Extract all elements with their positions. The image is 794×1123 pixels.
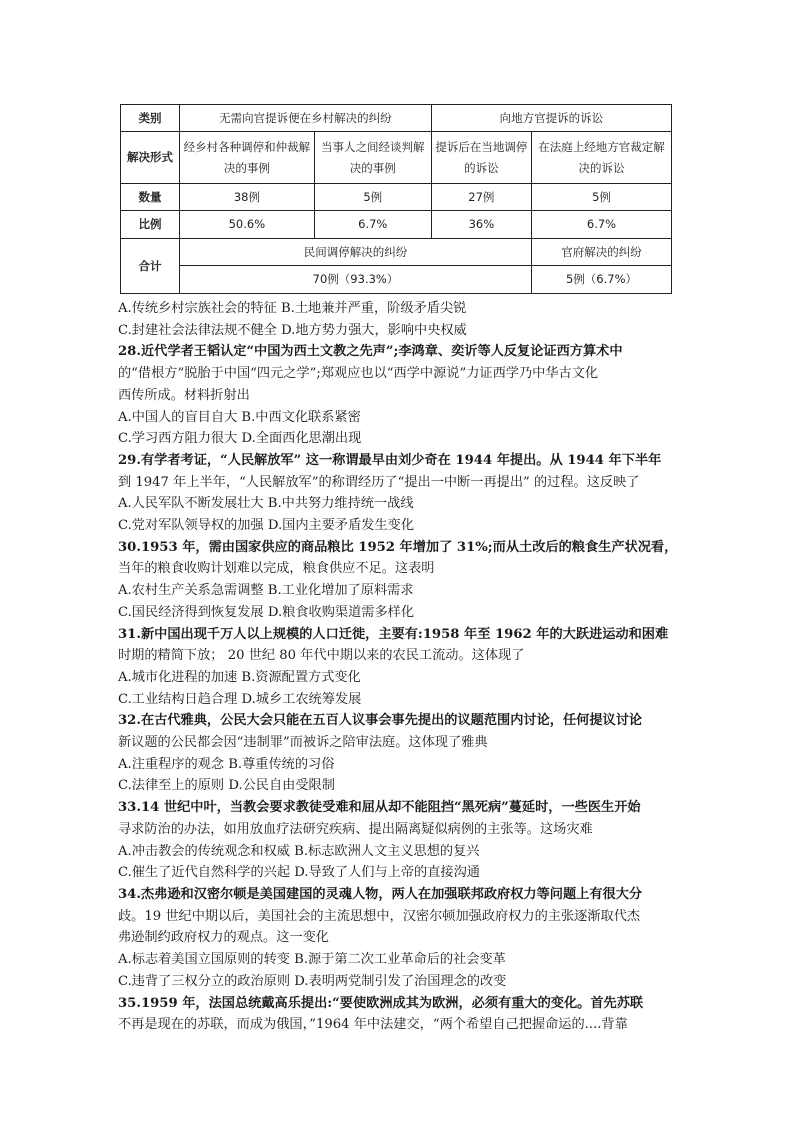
text-line: 新议题的公民都会因“违制罪”而被诉之陪审法庭。这体现了雅典 [118, 735, 488, 751]
count-cell: 38例 [180, 183, 315, 210]
text-line: C.催生了近代自然科学的兴起 D.导致了人们与上帝的直接沟通 [118, 865, 480, 881]
ratio-cell: 50.6% [180, 211, 315, 238]
text-line: 34.杰弗逊和汉密尔顿是美国建国的灵魂人物，两人在加强联邦政府权力等问题上有很大分 [118, 886, 643, 902]
table-row [121, 105, 672, 132]
row-label-category: 类别 [121, 105, 180, 132]
text-line: C.违背了三权分立的政治原则 D.表明两党制引发了治国理念的改变 [118, 973, 507, 989]
count-cell: 27例 [431, 183, 531, 210]
text-line: 歧。19 世纪中期以后，美国社会的主流思想中，汉密尔顿加强政府权力的主张逐渐取代杰 [118, 908, 641, 924]
text-line: A.传统乡村宗族社会的特征 B.土地兼并严重，阶级矛盾尖锐 [118, 301, 467, 316]
count-cell: 5例 [532, 183, 672, 210]
text-line: 到 1947 年上半年，“人民解放军”的称谓经历了“提出一中断一再提出” 的过程。这反映了 [118, 474, 640, 490]
text-line: 寻求防治的办法，如用放血疗法研究疾病、提出隔离疑似病例的主张等。这场灾难 [118, 821, 593, 837]
table-row [121, 211, 672, 238]
text-line: 的“借根方”脱胎于中国“四元之学”;郑观应也以“西学中源说”力证西学乃中华古文化 [118, 366, 599, 382]
text-line: A.冲击教会的传统观念和权威 B.标志欧洲人文主义思想的复兴 [118, 843, 480, 859]
dispute-table-container [120, 104, 672, 294]
row-label-count: 数量 [121, 183, 180, 210]
total-official-value: 5例（6.7%） [532, 266, 672, 294]
text-line: C.工业结构日趋合理 D.城乡工农统筹发展 [118, 691, 362, 707]
text-line: C.党对军队领导权的加强 D.国内主要矛盾发生变化 [118, 518, 415, 534]
header-group-village: 无需向官提诉便在乡村解决的纠纷 [180, 105, 432, 132]
total-civil-value: 70例（93.3%） [180, 266, 532, 294]
row-label-total: 合计 [121, 238, 180, 293]
count-cell: 5例 [314, 183, 431, 210]
ratio-cell: 6.7% [532, 211, 672, 238]
text-line: A.人民军队不断发展壮大 B.中共努力维持统一战线 [118, 496, 414, 512]
text-line: C.法律至上的原则 D.公民自由受限制 [118, 778, 335, 794]
text-line: C.学习西方阻力很大 D.全面西化思潮出现 [118, 431, 362, 447]
text-line: 29.有学者考证，“人民解放军” 这一称谓最早由刘少奇在 1944 年提出。从 1944 年下半年 [118, 452, 662, 468]
text-line: 时期的精简下放； 20 世纪 80 年代中期以来的农民工流动。这体现了 [118, 648, 525, 664]
text-line: 31.新中国出现千万人以上规模的人口迁徙，主要有:1958 年至 1962 年的大跃进运动和困难 [118, 626, 669, 642]
table-row [121, 132, 672, 184]
total-official-label: 官府解决的纠纷 [532, 238, 672, 265]
text-line: 30.1953 年，需由国家供应的商品粮比 1952 年增加了 31%;而从土改后的粮食生产状况看， [118, 539, 678, 555]
table-row [121, 238, 672, 265]
text-line: 不再是现在的苏联，而成为俄国，”1964 年中法建交，“两个希望自己把握命运的....背靠 [118, 1017, 628, 1033]
total-civil-label: 民间调停解决的纠纷 [180, 238, 532, 265]
row-label-ratio: 比例 [121, 211, 180, 238]
text-line: A.城市化进程的加速 B.资源配置方式变化 [118, 669, 361, 685]
dispute-resolution-table [120, 104, 672, 294]
ratio-cell: 36% [431, 211, 531, 238]
text-line: 弗逊制约政府权力的观点。这一变化 [118, 930, 329, 946]
text-line: 33.14 世纪中叶，当教会要求教徒受难和屈从却不能阻挡“黑死病”蔓延时，一些医生开始 [118, 800, 641, 816]
text-line: 西传所成。材料折射出 [118, 387, 250, 403]
method-cell: 提诉后在当地调停的诉讼 [431, 132, 531, 184]
text-line: C.封建社会法律法规不健全 D.地方势力强大，影响中央权威 [118, 322, 467, 338]
text-line: 32.在古代雅典，公民大会只能在五百人议事会事先提出的议题范围内讨论，任何提议讨论 [118, 713, 643, 729]
question-text-body [118, 298, 680, 1036]
text-line: 当年的粮食收购计划难以完成，粮食供应不足。这表明 [118, 561, 435, 577]
row-label-method: 解决形式 [121, 132, 180, 184]
table-row [121, 266, 672, 294]
header-group-official: 向地方官提诉的诉讼 [431, 105, 671, 132]
method-cell: 经乡村各种调停和仲裁解决的事例 [180, 132, 315, 184]
method-cell: 当事人之间经谈判解决的事例 [314, 132, 431, 184]
method-cell: 在法庭上经地方官裁定解决的诉讼 [532, 132, 672, 184]
text-line: C.国民经济得到恢复发展 D.粮食收购渠道需多样化 [118, 604, 415, 620]
text-line: A.标志着美国立国原则的转变 B.源于第二次工业革命后的社会变革 [118, 952, 506, 968]
text-line: A.中国人的盲目自大 B.中西文化联系紧密 [118, 409, 361, 425]
text-line: A.注重程序的观念 B.尊重传统的习俗 [118, 756, 335, 772]
text-line: 35.1959 年，法国总统戴高乐提出:“要使欧洲成其为欧洲，必须有重大的变化。首先苏联 [118, 995, 644, 1011]
text-line: 28.近代学者王韬认定“中国为西土文教之先声”;李鸿章、奕䜣等人反复论证西方算术中 [118, 344, 623, 360]
text-line: A.农村生产关系急需调整 B.工业化增加了原料需求 [118, 583, 414, 599]
table-row [121, 183, 672, 210]
ratio-cell: 6.7% [314, 211, 431, 238]
